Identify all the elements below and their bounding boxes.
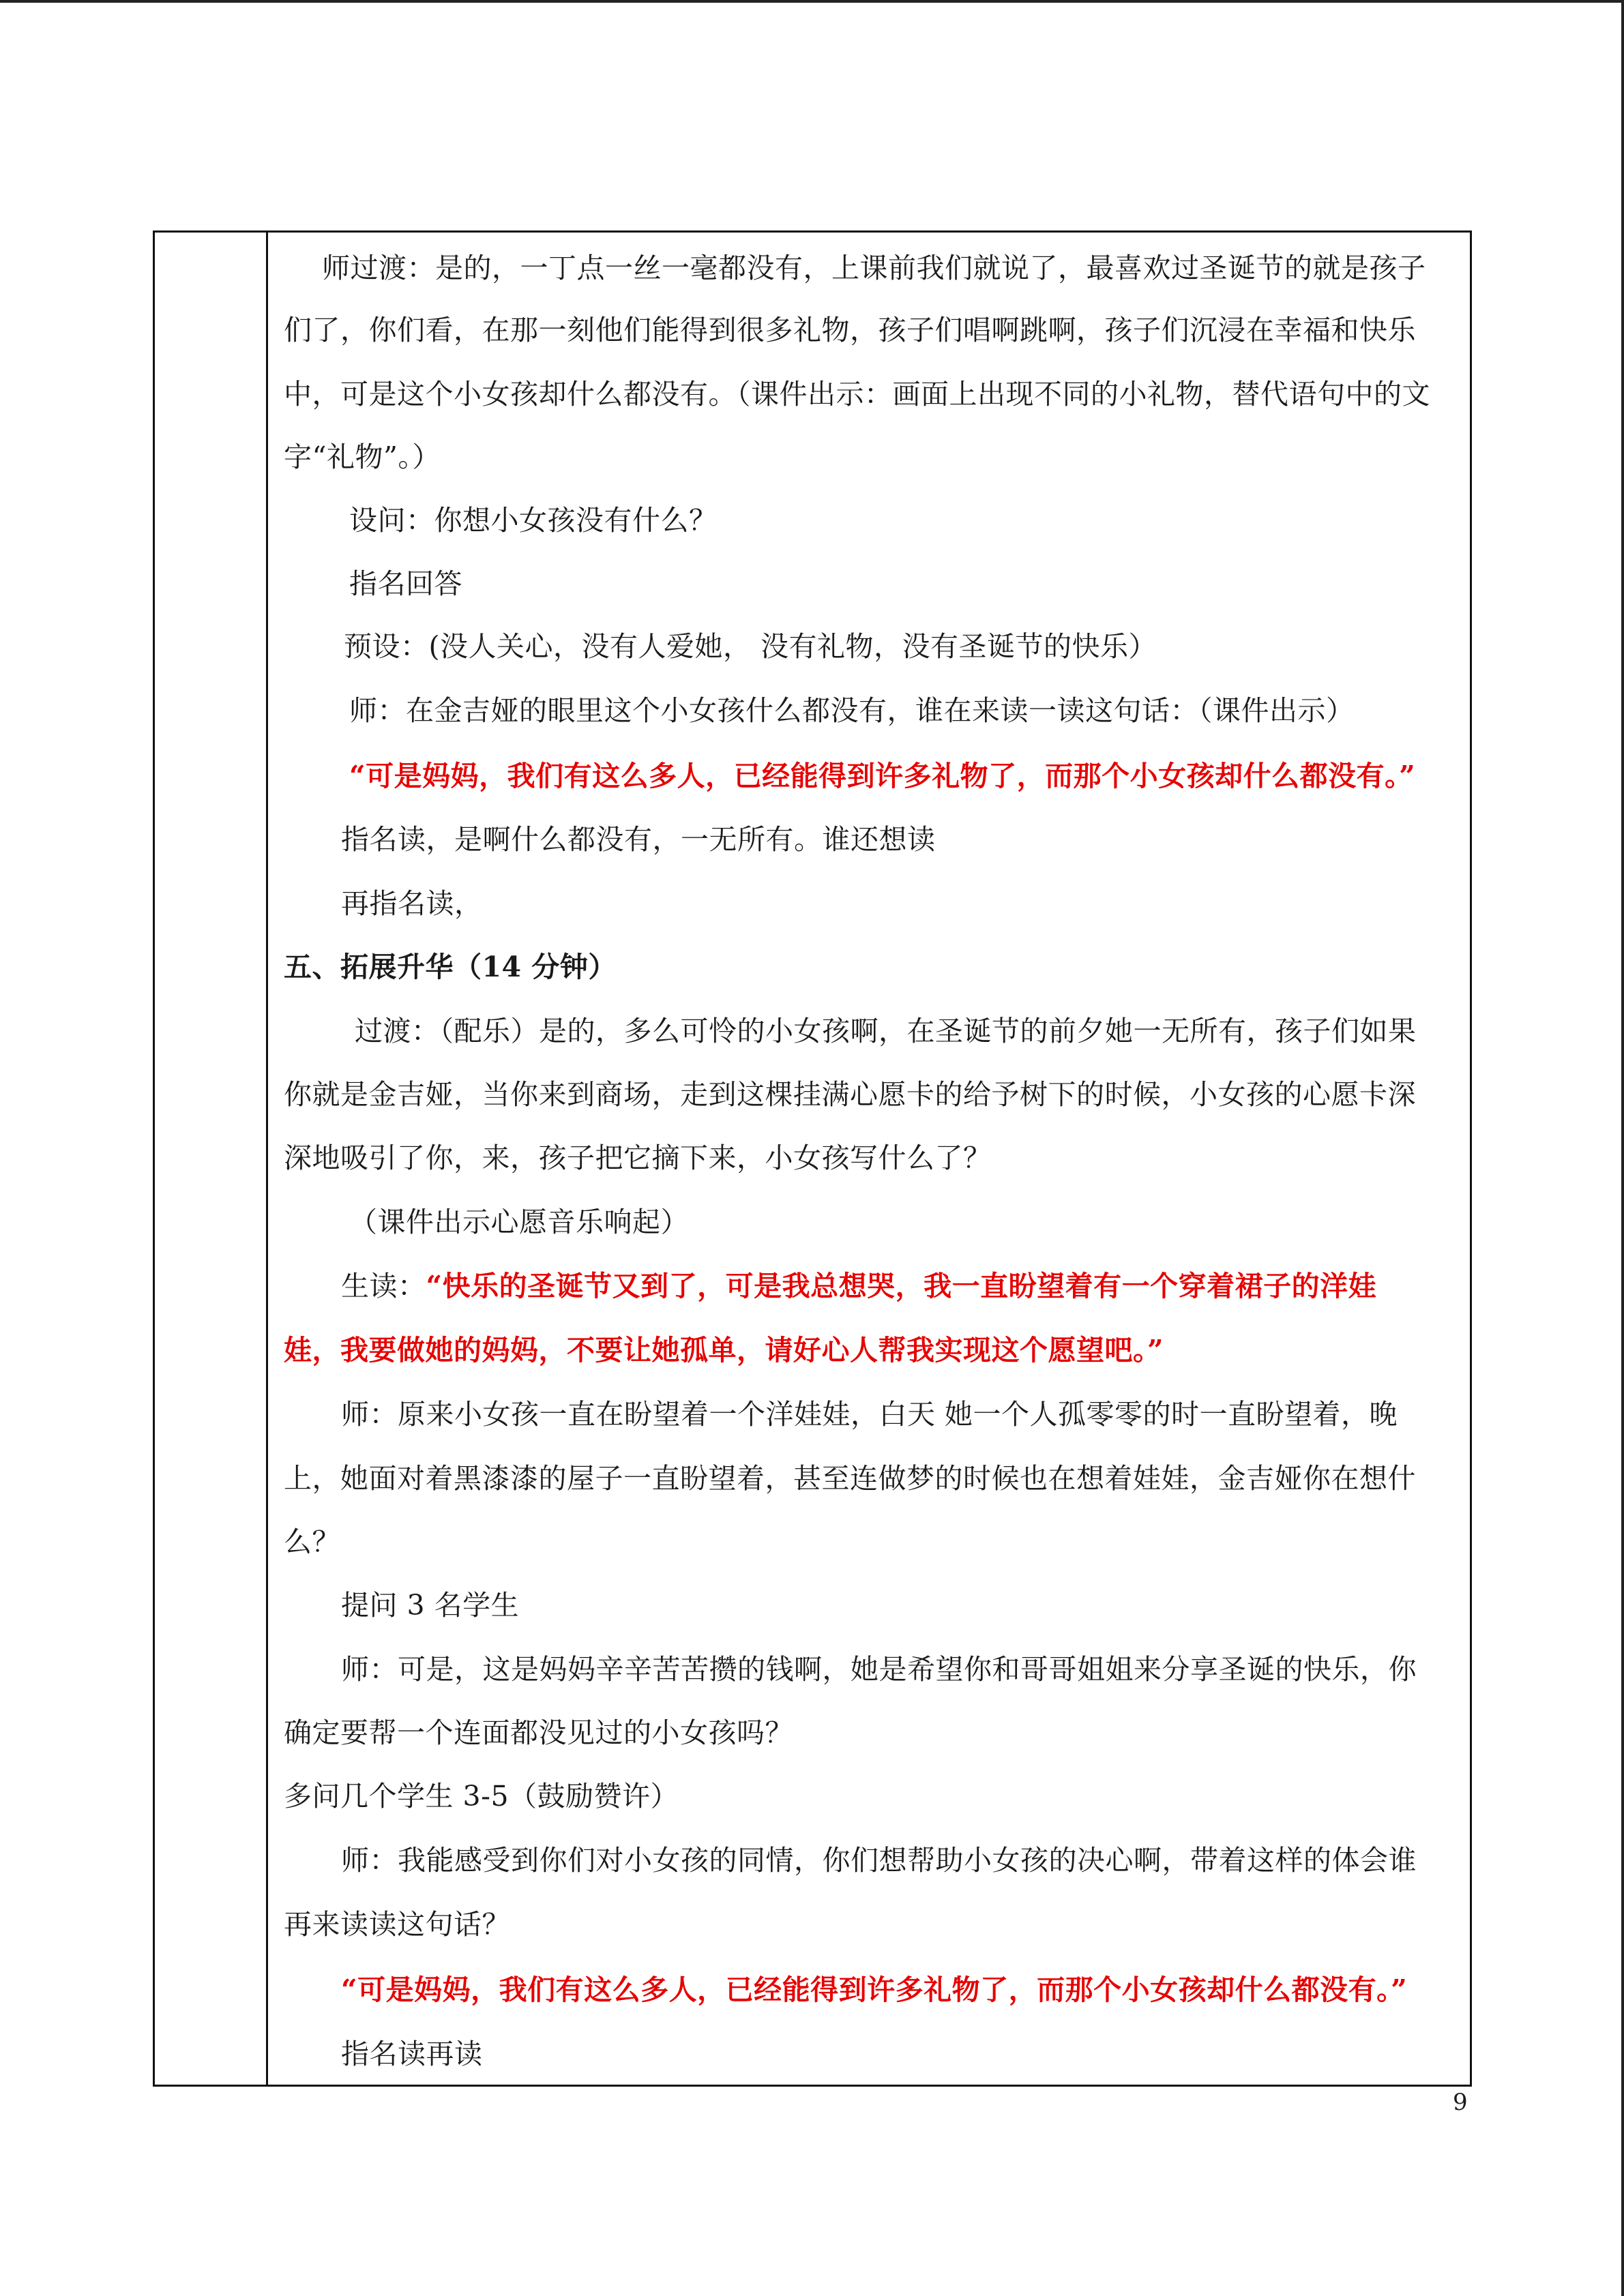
text-line: 过渡：（配乐）是的，多么可怜的小女孩啊，在圣诞节的前夕她一无所有，孩子们如果 — [355, 1015, 1417, 1047]
text-line: 确定要帮一个连面都没见过的小女孩吗？ — [284, 1716, 793, 1749]
text-line: 师：在金吉娅的眼里这个小女孩什么都没有，谁在来读一读这句话：（课件出示） — [349, 694, 1355, 727]
text-line: 师：我能感受到你们对小女孩的同情，你们想帮助小女孩的决心啊，带着这样的体会谁 — [341, 1844, 1417, 1877]
text-line: 指名回答 — [349, 567, 462, 600]
text-line: 师：可是，这是妈妈辛辛苦苦攒的钱啊，她是希望你和哥哥姐姐来分享圣诞的快乐，你 — [341, 1653, 1417, 1686]
section-heading: 五、拓展升华（14 分钟） — [284, 951, 617, 983]
page-number: 9 — [1453, 2089, 1468, 2116]
student-read-label: 生读： — [341, 1270, 426, 1302]
right-border-rule — [1621, 0, 1624, 2296]
text-line: 上，她面对着黑漆漆的屋子一直盼望着，甚至连做梦的时候也在想着娃娃，金吉娅你在想什 — [284, 1462, 1416, 1495]
text-line: 多问几个学生 3-5（鼓励赞许） — [284, 1780, 679, 1813]
text-line: 么？ — [284, 1525, 340, 1558]
mixed-line — [341, 1267, 1518, 1305]
text-line: 指名读，是啊什么都没有，一无所有。谁还想读 — [341, 823, 936, 856]
text-line: 再指名读， — [341, 887, 483, 920]
text-line: 师：原来小女孩一直在盼望着一个洋娃娃，白天 她一个人孤零零的时一直盼望着，晚 — [341, 1398, 1398, 1431]
text-line: 们了，你们看，在那一刻他们能得到很多礼物，孩子们唱啊跳啊，孩子们沉浸在幸福和快乐 — [284, 314, 1416, 346]
text-line: 提问 3 名学生 — [341, 1589, 520, 1622]
text-line: 再来读读这句话？ — [284, 1908, 510, 1941]
text-line: 字“礼物”。） — [284, 441, 441, 473]
text-line: 指名读再读 — [341, 2038, 483, 2070]
text-line: 师过渡：是的，一丁点一丝一毫都没有，上课前我们就说了，最喜欢过圣诞节的就是孩子 — [322, 252, 1426, 284]
red-quote-line: “可是妈妈，我们有这么多人，已经能得到许多礼物了，而那个小女孩却什么都没有。” — [341, 1973, 1408, 2006]
text-line: （课件出示心愿音乐响起） — [349, 1206, 689, 1238]
text-line: 预设：(没人关心，没有人爱她， 没有礼物，没有圣诞节的快乐） — [344, 630, 1157, 663]
table-column-divider — [266, 230, 268, 2087]
text-line: 你就是金吉娅，当你来到商场，走到这棵挂满心愿卡的给予树下的时候，小女孩的心愿卡深 — [284, 1078, 1416, 1111]
red-quote-line: “可是妈妈，我们有这么多人，已经能得到许多礼物了，而那个小女孩却什么都没有。” — [349, 760, 1416, 792]
text-line: 中，可是这个小女孩却什么都没有。（课件出示：画面上出现不同的小礼物，替代语句中的文 — [284, 378, 1430, 411]
red-quote-span: “快乐的圣诞节又到了，可是我总想哭，我一直盼望着有一个穿着裙子的洋娃 — [426, 1270, 1377, 1302]
red-quote-line: 娃，我要做她的妈妈，不要让她孤单，请好心人帮我实现这个愿望吧。” — [284, 1334, 1164, 1367]
top-border-rule — [0, 0, 1624, 3]
text-line: 深地吸引了你，来，孩子把它摘下来，小女孩写什么了？ — [284, 1142, 992, 1174]
text-line: 设问：你想小女孩没有什么？ — [349, 504, 718, 537]
